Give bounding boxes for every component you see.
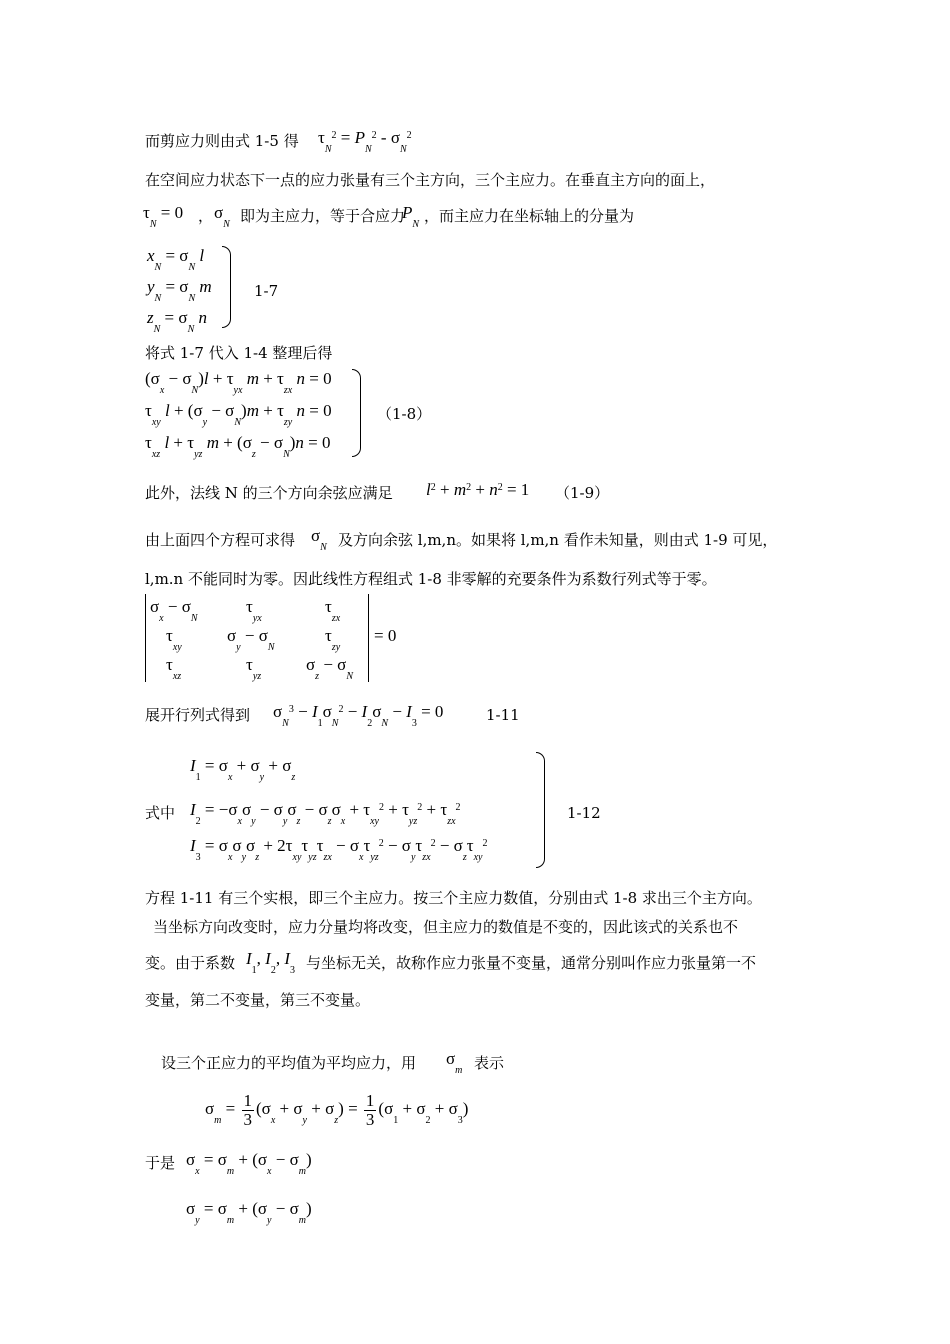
text-nonzero-condition: l,m.n 不能同时为零。因此线性方程组式 1-8 非零解的充要条件为系数行列式等于零。 [145, 570, 717, 588]
det-cell: $\sigma_y - \sigma_N$ [227, 626, 275, 653]
text-coefficients-a: 变。由于系数 [145, 954, 236, 972]
label-1-11: 1-11 [486, 706, 520, 724]
determinant-bar-left [145, 594, 146, 682]
text-substitute: 将式 1-7 代入 1-4 整理后得 [145, 344, 333, 362]
det-cell: $\tau_{zy}$ [325, 626, 341, 653]
text-thus: 于是 [145, 1154, 176, 1172]
det-cell: $\tau_{yz}$ [246, 655, 262, 682]
eq-i1: $I_1 = \sigma_x + \sigma_y + \sigma_z$ [190, 756, 296, 783]
determinant-bar-right [368, 594, 369, 682]
eq-1-8-row2: $\tau_{xy}$ $l + (\sigma_y - \sigma_N)m + \tau_{zy}$ n = 0 [145, 401, 332, 428]
eq-1-7-z: $z_N = \sigma_N$ n [147, 308, 207, 335]
text-components: ，而主应力在坐标轴上的分量为 [424, 207, 635, 225]
text-expand: 展开行列式得到 [145, 706, 251, 724]
text-invariants-list: 变量，第二不变量，第三不变量。 [145, 991, 371, 1009]
det-cell: $\sigma_x - \sigma_N$ [150, 597, 198, 624]
det-cell: $\tau_{xz}$ [166, 655, 182, 682]
eq-p-n: $P_N$ [402, 203, 420, 230]
text-mean-stress-b: 表示 [474, 1054, 505, 1072]
eq-i123: $I_1$, $I_2$, $I_3$ [246, 949, 296, 976]
eq-sigma-n-2: $\sigma_N$ [311, 526, 327, 553]
text-mean-stress-a: 设三个正应力的平均值为平均应力，用 [161, 1054, 417, 1072]
eq-1-9: $l^2 + m^2 + n^2 = 1$ [426, 480, 530, 499]
text-solve-a: 由上面四个方程可求得 [145, 531, 296, 549]
det-cell: $\tau_{zx}$ [325, 597, 341, 624]
eq-1-7-x: $x_N = \sigma_N$ l [147, 246, 205, 273]
eq-1-6-shear: $\tau_N^2 = P_N^2 - \sigma_N^2$ [318, 128, 412, 155]
det-cell: $\sigma_z - \sigma_N$ [306, 655, 354, 682]
eq-1-11: $\sigma_N^3 - I_1\sigma_N^2 - I_2\sigma_N - I_3 = 0$ [273, 702, 444, 729]
text-principal-directions: 在空间应力状态下一点的应力张量有三个主方向，三个主应力。在垂直主方向的面上， [145, 171, 716, 189]
eq-1-7-y: $y_N = \sigma_N$ m [147, 277, 212, 304]
label-1-12: 1-12 [567, 804, 601, 822]
eq-1-8-row1: $(\sigma_x - \sigma_N)l + \tau_{yx}$ $m + \tau_{zx}$ n = 0 [145, 369, 332, 396]
eq-tau-zero: $\tau_N = 0$ [143, 203, 184, 230]
eq-1-8-row3: $\tau_{xz}$ $l + \tau_{yz}$ $m + (\sigma_z - \sigma_N)n = 0$ [145, 433, 331, 460]
right-brace [536, 752, 545, 868]
eq-i2: $I_2 = -\sigma_x\sigma_y - \sigma_y\sigma_z - \sigma_z\sigma_x + \tau_{xy}^2 + \tau_{yz}^2 + \tau_{zx}^2$ [190, 800, 461, 827]
text-coefficients-b: 与坐标无关，故称作应力张量不变量，通常分别叫作应力张量第一不 [306, 954, 757, 972]
eq-mean-stress: $\sigma_m$ = $\frac{1}{3}$ $(\sigma_x + \sigma_y + \sigma_z)$ = $\frac{1}{3}$ $(\sigma_1 + \sigma_2 + \sigma_3)$ [205, 1090, 469, 1129]
right-brace [352, 369, 361, 457]
eq-sigma-x-decomp: $\sigma_x = \sigma_m + (\sigma_x - \sigma_m)$ [186, 1150, 312, 1177]
det-cell: $\tau_{yx}$ [246, 597, 262, 624]
label-1-8: （1-8） [377, 405, 432, 423]
det-equals-zero: = 0 [374, 626, 397, 645]
text-direction-cosines: 此外，法线 N 的三个方向余弦应满足 [145, 484, 393, 502]
text-shear-stress-intro: 而剪应力则由式 1-5 得 [145, 132, 299, 150]
eq-sigma-y-decomp: $\sigma_y = \sigma_m + (\sigma_y - \sigma_m)$ [186, 1199, 312, 1226]
eq-sigma-m: $\sigma_m$ [446, 1049, 463, 1076]
label-1-9: （1-9） [555, 484, 610, 502]
text-invariant-note: 当坐标方向改变时，应力分量均将改变，但主应力的数值是不变的，因此该式的关系也不 [153, 918, 739, 936]
eq-sigma-n: $\sigma_N$ [214, 203, 230, 230]
text-solve-b: 及方向余弦 l,m,n。如果将 l,m,n 看作未知量，则由式 1-9 可见， [338, 531, 778, 549]
label-1-7: 1-7 [254, 282, 279, 300]
text-three-roots: 方程 1-11 有三个实根，即三个主应力。按三个主应力数值，分别由式 1-8 求出三个主方向。 [145, 889, 762, 907]
det-cell: $\tau_{xy}$ [166, 626, 182, 653]
text-where: 式中 [145, 804, 176, 822]
right-brace [222, 246, 231, 328]
text-principal-stress: 即为主应力，等于合应力 [240, 207, 406, 225]
eq-i3: $I_3 = \sigma_x\sigma_y\sigma_z + 2\tau_{xy}\tau_{yz}\tau_{zx} - \sigma_x\tau_{yz}^2 - \sigma_y\tau_{zx}^2 - \sigma_z\tau_{xy}^2$ [190, 836, 488, 863]
text-comma: ， [198, 207, 214, 225]
